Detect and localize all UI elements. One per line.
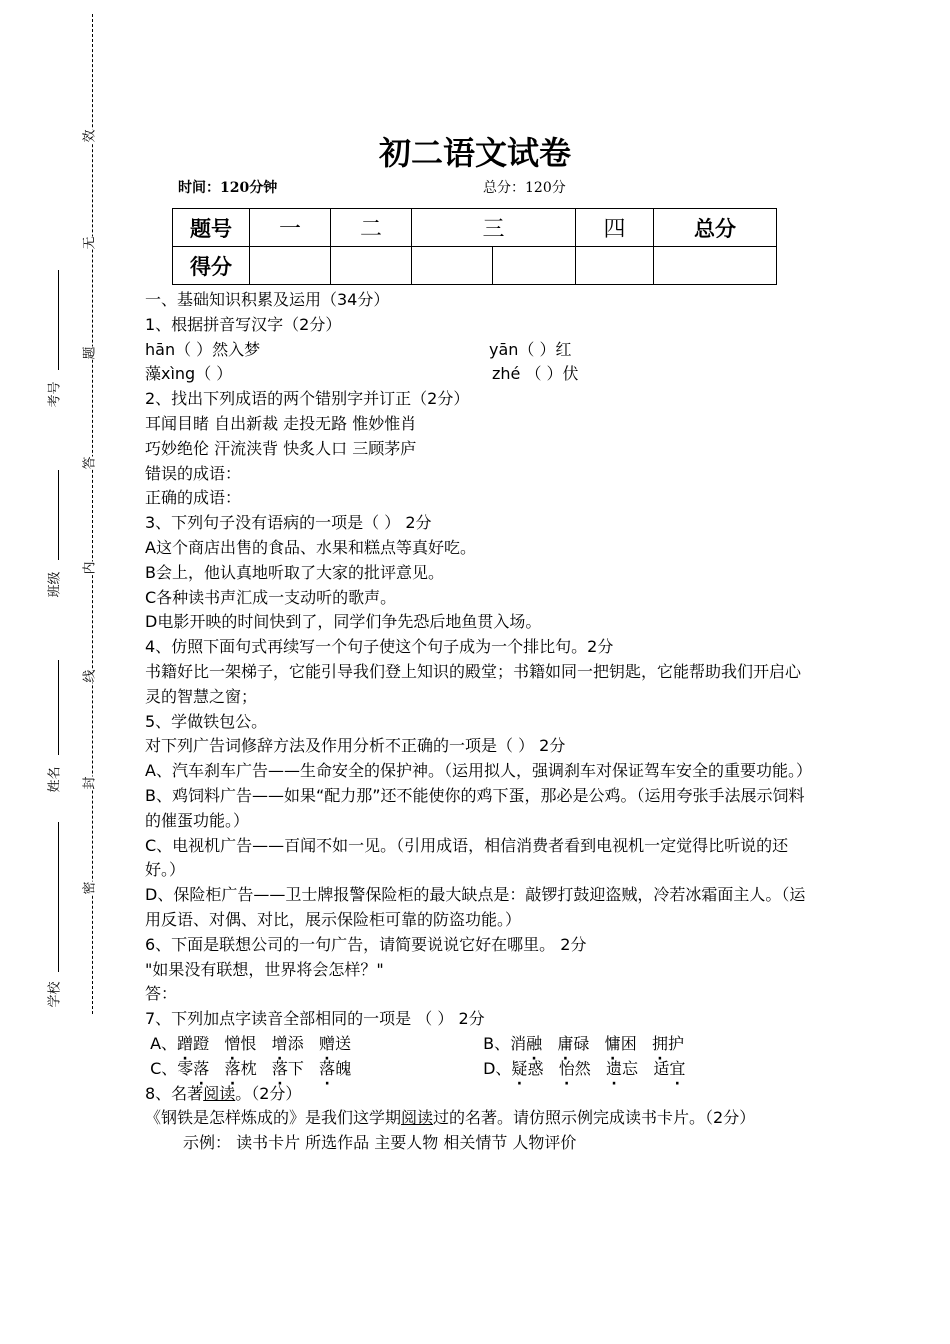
question-7: 7、下列加点字读音全部相同的一项是 （ ） 2分 <box>145 1009 485 1029</box>
q7-option-c <box>145 1057 478 1082</box>
answer-prompt: 正确的成语： <box>145 488 242 508</box>
seal-char: 无 <box>82 236 98 250</box>
option: C各种读书声汇成一支动听的歌声。 <box>145 587 397 607</box>
dotted-char: 落 <box>271 1058 288 1078</box>
char: 蹬 <box>193 1033 210 1053</box>
option: A这个商店出售的食品、水果和糕点等真好吃。 <box>145 537 476 557</box>
dotted-char: 遗 <box>606 1058 623 1078</box>
question-5: 5、学做铁包公。 <box>145 711 268 731</box>
question-body <box>145 288 810 1156</box>
q8-underlined: 阅读 <box>401 1108 434 1128</box>
class-line <box>58 470 59 560</box>
char: 添 <box>287 1033 304 1053</box>
header-cell: 总分 <box>654 209 777 247</box>
char: 消 <box>510 1033 527 1053</box>
char: 碌 <box>573 1033 590 1053</box>
char: 护 <box>667 1033 684 1053</box>
seal-char: 题 <box>82 346 98 360</box>
school-label: 学校 <box>47 981 63 1008</box>
question-text: 书籍好比一架梯子，它能引导我们登上知识的殿堂；书籍如同一把钥匙，它能帮助我们开启心灵的智慧之窗； <box>145 661 802 706</box>
dotted-char: 融 <box>526 1033 543 1053</box>
q8-text: 8、名著 <box>145 1083 204 1103</box>
option: A、汽车刹车广告——生命安全的保护神。（运用拟人，强调刹车对保证驾车安全的重要功能。） <box>145 761 812 781</box>
dotted-char: 落 <box>224 1058 241 1078</box>
char: 魄 <box>335 1058 352 1078</box>
question-text: 对下列广告词修辞方法及作用分析不正确的一项是（ ） 2分 <box>145 736 566 756</box>
q7-row <box>145 1032 810 1057</box>
q8-text: 。（2分） <box>235 1083 302 1103</box>
score-cell[interactable] <box>493 247 576 285</box>
option-label: D、 <box>483 1058 512 1078</box>
pinyin-item: hān（ ）然入梦 <box>145 339 261 359</box>
exam-number-line <box>58 270 59 370</box>
char: 下 <box>287 1058 304 1078</box>
dotted-char: 落 <box>319 1058 336 1078</box>
header-cell: 四 <box>576 209 654 247</box>
char: 送 <box>334 1033 351 1053</box>
quote: "如果没有联想，世界将会怎样？" <box>145 959 384 979</box>
score-row-label: 得分 <box>173 247 250 285</box>
dotted-char: 疑 <box>511 1058 528 1078</box>
question-4: 4、仿照下面句式再续写一个句子使这个句子成为一个排比句。2分 <box>145 637 614 657</box>
char: 困 <box>620 1033 637 1053</box>
q7-option-a <box>145 1032 478 1057</box>
char: 零 <box>177 1058 194 1078</box>
option: B会上，他认真地听取了大家的批评意见。 <box>145 562 444 582</box>
dotted-char: 憎 <box>224 1033 241 1053</box>
header-cell: 题号 <box>173 209 250 247</box>
question-text <box>145 1106 810 1131</box>
pinyin-item: yān（ ）红 <box>489 339 572 359</box>
q7-option-b <box>483 1034 684 1053</box>
q7-row <box>145 1057 810 1082</box>
seal-char: 效 <box>82 129 98 143</box>
header-cell: 二 <box>331 209 412 247</box>
char: 枕 <box>240 1058 257 1078</box>
class-label: 班级 <box>47 571 63 598</box>
idiom-row: 耳闻目睹 自出新裁 走投无路 惟妙惟肖 <box>145 413 417 433</box>
page-title: 初二语文试卷 <box>378 134 571 172</box>
dotted-char: 增 <box>271 1033 288 1053</box>
pinyin-row <box>145 338 810 363</box>
option: C、电视机广告——百闻不如一见。（引用成语，相信消费者看到电视机一定觉得比听说的还好。） <box>145 835 789 880</box>
option-label: B、 <box>483 1033 511 1053</box>
exam-total: 总分：120分 <box>483 180 566 196</box>
score-cell[interactable] <box>576 247 654 285</box>
char: 然 <box>574 1058 591 1078</box>
dotted-char: 蹭 <box>177 1033 194 1053</box>
question-3: 3、下列句子没有语病的一项是（ ） 2分 <box>145 513 432 533</box>
option: D、保险柜广告——卫士牌报警保险柜的最大缺点是：敲锣打鼓迎盗贼，冷若冰霜面主人。（运用反语、对偶、对比，展示保险柜可靠的防盗功能。） <box>145 885 806 929</box>
dotted-char: 宜 <box>669 1058 686 1078</box>
binding-margin <box>0 0 140 1344</box>
option-label: C、 <box>150 1058 178 1078</box>
dotted-char: 落 <box>193 1058 210 1078</box>
option-label: A、 <box>150 1033 178 1053</box>
answer-prompt: 答： <box>145 984 178 1004</box>
seal-char: 答 <box>82 456 98 470</box>
seal-char: 内 <box>82 561 98 575</box>
dotted-char: 庸 <box>557 1033 574 1053</box>
q8-text: 《钢铁是怎样炼成的》是我们这学期 <box>145 1108 402 1128</box>
option: D电影开映的时间快到了，同学们争先恐后地鱼贯入场。 <box>145 612 542 632</box>
dotted-char: 慵 <box>604 1033 621 1053</box>
section-heading: 一、基础知识积累及运用（34分） <box>145 290 390 309</box>
score-table <box>172 208 777 285</box>
school-line <box>58 822 59 972</box>
header-cell: 三 <box>412 209 576 247</box>
name-line <box>58 660 59 755</box>
answer-prompt: 错误的成语： <box>145 463 242 483</box>
score-cell[interactable] <box>654 247 777 285</box>
score-cell[interactable] <box>412 247 493 285</box>
pinyin-item: zhé （ ）伏 <box>492 364 579 384</box>
dotted-char: 赠 <box>318 1033 335 1053</box>
question-2: 2、找出下列成语的两个错别字并订正（2分） <box>145 389 470 409</box>
dotted-char: 怡 <box>558 1058 575 1078</box>
option: B、鸡饲料广告——如果“配力那”还不能使你的鸡下蛋，那必是公鸡。（运用夸张手法展示饲料的催蛋功能。） <box>145 785 805 830</box>
q8-text: 过的名著。请仿照示例完成读书卡片。（2分） <box>433 1108 756 1128</box>
q8-underlined: 阅读 <box>203 1083 236 1103</box>
score-table-row <box>173 247 777 285</box>
char: 忘 <box>622 1058 639 1078</box>
question-6: 6、下面是联想公司的一句广告，请简要说说它好在哪里。 2分 <box>145 934 587 954</box>
score-cell[interactable] <box>250 247 331 285</box>
char: 恨 <box>240 1033 257 1053</box>
char: 惑 <box>527 1058 544 1078</box>
header-cell: 一 <box>250 209 331 247</box>
question-1: 1、根据拼音写汉字（2分） <box>145 314 342 334</box>
name-label: 姓名 <box>47 766 63 793</box>
question-8 <box>145 1082 810 1107</box>
char: 适 <box>653 1058 670 1078</box>
exam-number-label: 考号 <box>47 381 63 408</box>
q7-option-d <box>483 1059 685 1078</box>
seal-char: 密 <box>82 881 98 895</box>
dotted-char: 拥 <box>651 1033 668 1053</box>
pinyin-item: 藻xìng（ ） <box>145 364 233 384</box>
score-cell[interactable] <box>331 247 412 285</box>
pinyin-row <box>145 362 810 387</box>
reading-card-example: 示例： 读书卡片 所选作品 主要人物 相关情节 人物评价 <box>183 1133 577 1153</box>
score-table-row <box>173 209 777 247</box>
exam-time: 时间：120分钟 <box>178 180 278 196</box>
idiom-row: 巧妙绝伦 汗流浃背 快炙人口 三顾茅庐 <box>145 438 417 458</box>
seal-char: 线 <box>82 669 98 683</box>
seal-char: 封 <box>82 776 98 790</box>
